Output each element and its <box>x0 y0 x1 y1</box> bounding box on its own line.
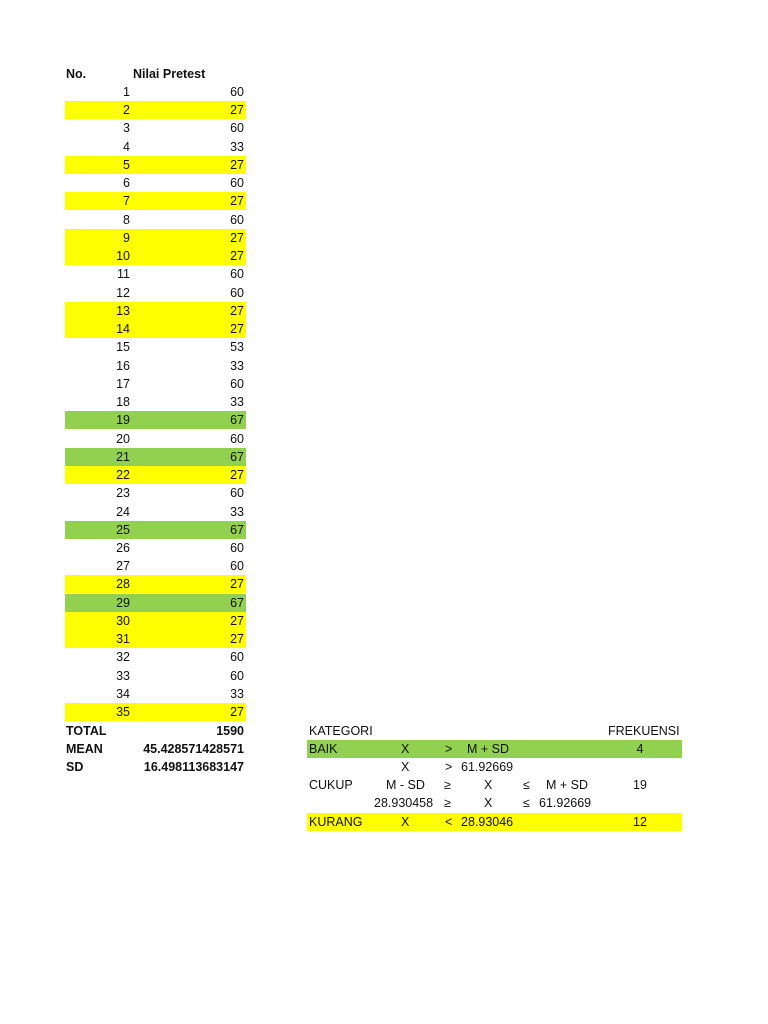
mean-label: MEAN <box>66 742 103 756</box>
row-number: 29 <box>116 595 130 610</box>
row-score: 60 <box>230 85 244 99</box>
row-score: 33 <box>230 395 244 410</box>
cukup-lower: M - SD <box>386 778 425 792</box>
kurang-x: X <box>401 815 410 829</box>
row-number: 5 <box>123 157 130 172</box>
row-score: 60 <box>230 285 244 300</box>
row-number: 21 <box>116 449 130 464</box>
cukup2-x: X <box>484 796 493 810</box>
row-score: 60 <box>230 212 244 227</box>
frekuensi-header: FREKUENSI <box>608 724 680 738</box>
row-score: 60 <box>230 376 244 391</box>
row-number: 34 <box>116 686 130 701</box>
table-row <box>65 284 246 302</box>
row-score: 60 <box>230 486 244 501</box>
row-number: 11 <box>117 267 130 282</box>
row-number: 23 <box>116 486 130 501</box>
table-row <box>65 685 246 703</box>
row-score: 67 <box>230 595 244 610</box>
row-score: 60 <box>230 121 244 136</box>
total-value: 1590 <box>216 724 244 738</box>
table-row <box>65 484 246 502</box>
row-number: 31 <box>116 632 130 647</box>
row-number: 2 <box>123 103 130 118</box>
row-number: 10 <box>116 249 130 264</box>
sd-label: SD <box>66 760 84 774</box>
table-row <box>65 557 246 575</box>
baik-op: > <box>445 742 453 756</box>
row-number: 35 <box>116 705 130 720</box>
row-score: 60 <box>230 267 244 282</box>
row-score: 27 <box>230 705 244 720</box>
baik-bound: M + SD <box>467 742 510 756</box>
row-number: 18 <box>116 395 130 410</box>
table-row <box>65 375 246 393</box>
row-number: 27 <box>116 559 130 574</box>
row-score: 53 <box>230 340 244 355</box>
cukup-upper: M + SD <box>546 778 589 792</box>
sd-value: 16.498113683147 <box>143 760 244 774</box>
row-score: 67 <box>230 449 244 464</box>
total-label: TOTAL <box>66 724 107 738</box>
row-number: 26 <box>116 541 130 555</box>
baik-label: BAIK <box>309 742 338 756</box>
row-number: 4 <box>123 139 130 154</box>
cukup-x: X <box>484 778 493 792</box>
row-score: 60 <box>230 650 244 665</box>
cukup-op1: ≥ <box>444 778 451 792</box>
kategori-header: KATEGORI <box>309 724 373 738</box>
table-row <box>65 247 246 265</box>
mean-value: 45.428571428571 <box>143 742 244 756</box>
baik-x: X <box>401 742 410 756</box>
cukup2-op1: ≥ <box>444 796 451 810</box>
header-score: Nilai Pretest <box>133 67 206 81</box>
row-number: 25 <box>116 522 130 537</box>
row-score: 27 <box>230 577 244 592</box>
cukup-op2: ≤ <box>523 778 530 792</box>
row-number: 28 <box>116 577 130 592</box>
row-number: 24 <box>116 504 130 519</box>
cukup2-upper: 61.92669 <box>539 796 592 810</box>
row-score: 27 <box>230 157 244 172</box>
row-score: 33 <box>230 139 244 154</box>
row-score: 27 <box>230 230 244 245</box>
table-row <box>65 320 246 338</box>
header-no: No. <box>66 67 87 81</box>
baik2-bound: 61.92669 <box>461 760 514 774</box>
table-row <box>65 448 246 466</box>
row-score: 27 <box>230 468 244 483</box>
row-number: 14 <box>116 322 130 337</box>
kurang-bound: 28.93046 <box>461 815 514 829</box>
table-row <box>65 521 246 539</box>
table-row <box>65 612 246 630</box>
cukup2-lower: 28.930458 <box>374 796 434 810</box>
row-number: 30 <box>116 613 130 628</box>
row-score: 27 <box>230 194 244 209</box>
table-row <box>65 430 246 448</box>
table-row <box>65 667 246 685</box>
table-row <box>65 630 246 648</box>
row-number: 1 <box>123 85 130 99</box>
row-score: 67 <box>230 522 244 537</box>
table-row <box>65 119 246 137</box>
table-row <box>65 594 246 612</box>
row-number: 32 <box>116 650 130 665</box>
table-row <box>65 83 246 101</box>
row-score: 27 <box>230 322 244 337</box>
cukup-label: CUKUP <box>309 778 353 792</box>
row-number: 15 <box>116 340 130 355</box>
row-score: 27 <box>230 613 244 628</box>
row-number: 7 <box>123 194 130 209</box>
row-number: 22 <box>116 468 130 483</box>
row-number: 33 <box>116 668 130 683</box>
row-score: 60 <box>230 176 244 191</box>
row-score: 60 <box>230 541 244 555</box>
baik2-x: X <box>401 760 410 774</box>
table-row <box>65 138 246 156</box>
cukup-freq: 19 <box>633 778 647 792</box>
table-row <box>65 229 246 247</box>
row-number: 6 <box>123 176 130 191</box>
kurang-freq: 12 <box>633 815 647 829</box>
table-row <box>65 302 246 320</box>
row-score: 33 <box>230 504 244 519</box>
row-number: 17 <box>116 376 130 391</box>
row-number: 8 <box>123 212 130 227</box>
table-row <box>65 648 246 666</box>
table-row <box>65 174 246 192</box>
row-score: 60 <box>230 431 244 446</box>
table-row <box>65 539 246 557</box>
row-score: 27 <box>230 303 244 318</box>
table-row <box>65 466 246 484</box>
row-score: 33 <box>230 358 244 373</box>
table-row <box>65 503 246 521</box>
row-score: 67 <box>230 413 244 428</box>
table-row <box>65 357 246 375</box>
table-row <box>65 101 246 119</box>
table-row <box>65 156 246 174</box>
table-row <box>65 411 246 429</box>
row-score: 33 <box>230 686 244 701</box>
baik2-op: > <box>445 760 453 774</box>
row-number: 3 <box>123 121 130 136</box>
row-number: 19 <box>116 413 130 428</box>
row-number: 13 <box>116 303 130 318</box>
table-row <box>65 575 246 593</box>
baik-freq: 4 <box>636 742 644 756</box>
table-row <box>65 211 246 229</box>
kurang-label: KURANG <box>309 815 363 829</box>
table-row <box>65 338 246 356</box>
row-number: 9 <box>123 230 130 245</box>
row-score: 27 <box>230 249 244 264</box>
row-score: 60 <box>230 559 244 574</box>
row-score: 60 <box>230 668 244 683</box>
table-row <box>65 265 246 283</box>
row-number: 20 <box>116 431 130 446</box>
row-score: 27 <box>230 103 244 118</box>
row-number: 16 <box>116 358 130 373</box>
cukup2-op2: ≤ <box>523 796 530 810</box>
kurang-op: < <box>445 815 453 829</box>
row-number: 12 <box>116 285 130 300</box>
table-row <box>65 393 246 411</box>
table-row <box>65 703 246 721</box>
table-row <box>65 192 246 210</box>
row-score: 27 <box>230 632 244 647</box>
